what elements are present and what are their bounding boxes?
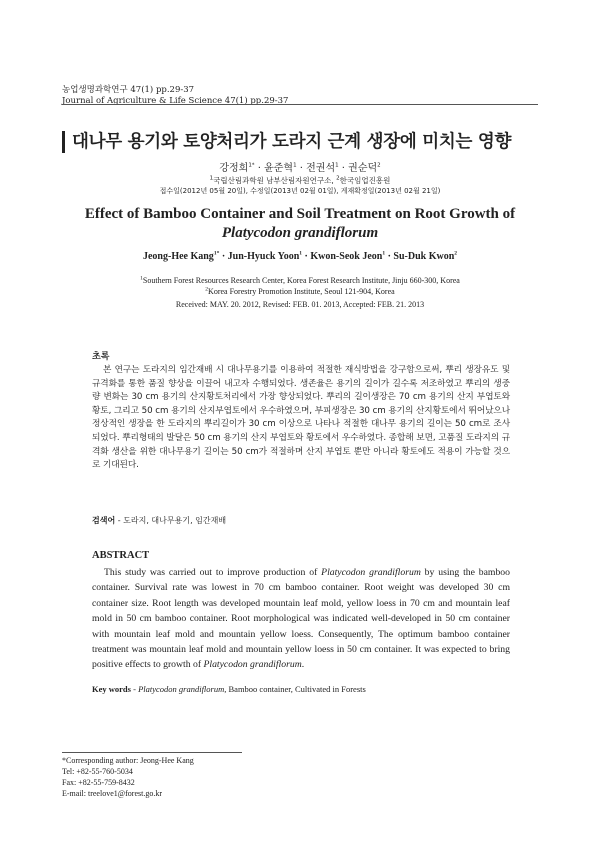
affiliation-text: 한국임업진흥원 [339, 176, 391, 185]
author-affiliation-mark: 1 [299, 250, 303, 257]
keywords-dash: - [130, 684, 139, 694]
author-affiliation-mark: 1 [382, 250, 386, 257]
journal-header-korean: 농업생명과학연구 47(1) pp.29-37 [62, 85, 195, 95]
abstract-korean-heading: 초록 [92, 352, 110, 362]
author-separator: · [385, 251, 394, 262]
header-divider [62, 104, 538, 105]
author-affiliation-mark: 1 [335, 162, 339, 169]
author-separator: · [219, 251, 228, 262]
footnote-tel: Tel: +82-55-760-5034 [62, 767, 133, 776]
keywords-english-text: , Bamboo container, Cultivated in Forests [224, 684, 366, 694]
abstract-text: by using the bamboo container. Survival rate was lowest in 70 cm bamboo container. Root weight was developed 30 cm container size. Root length was developed mountain leaf mold, yellow loess in 70 cm and mountain leaf mold in 50 cm bamboo container. Root morphological was indicated well-developed in 50 cm container with mountain leaf mold and mountain yellow loess. Consequently, The optimum bamboo container treatment was mountain leaf mold and mountain yellow loess in 50 cm container. It was expected to bring positive effects to growth of [92, 567, 510, 671]
species-name: Platycodon grandiflorum [321, 567, 421, 578]
keywords-english [92, 684, 366, 694]
affiliations-english [62, 275, 538, 297]
keywords-korean-label: 검색어 [92, 516, 116, 525]
author-affiliation-mark: 1 [293, 162, 297, 169]
author-separator: · [254, 163, 265, 174]
authors-english [62, 251, 538, 262]
title-english [62, 205, 538, 243]
footnote-fax: Fax: +82-55-759-8432 [62, 778, 135, 787]
keywords-english-label: Key words [92, 684, 131, 694]
journal-header-english: Journal of Agriculture & Life Science 47(1) pp.29-37 [62, 96, 289, 106]
author-name: 권순덕 [348, 163, 378, 174]
abstract-text: . [301, 659, 305, 671]
author-separator: · [302, 251, 311, 262]
abstract-english-heading: ABSTRACT [92, 550, 150, 561]
author-separator: · [296, 163, 307, 174]
dates-english: Received: MAY. 20. 2012, Revised: FEB. 01. 2013, Accepted: FEB. 21. 2013 [175, 300, 425, 309]
author-name: 강정희 [219, 163, 249, 174]
keywords-korean-text: - 도라지, 대나무용기, 임간재배 [115, 516, 227, 525]
author-name: 윤준혁 [264, 163, 294, 174]
author-affiliation-mark: 1* [248, 162, 255, 169]
affiliation-text: Southern Forest Resources Research Center, Korea Forest Research Institute, Jinju 660-300, Korea [142, 276, 460, 285]
affiliations-korean [62, 175, 538, 186]
affiliation-mark: 1 [209, 175, 214, 182]
author-name: 전권석 [306, 163, 336, 174]
keyword-species: Platycodon grandiflorum [138, 684, 225, 694]
author-affiliation-mark: 2 [377, 162, 381, 169]
abstract-korean-body: 본 연구는 도라지의 임간재배 시 대나무용기를 이용하여 적절한 재식방법을 강구함으로써, 뿌리 생장유도 및 규격화를 통한 품질 향상을 이끌어 내고자 수행되었다. 생존율은 용기의 길이가 길수록 저조하였고 뿌리의 생중량 변화는 30 cm 용기의 산지황토처리에서 가장 향상되었다. 뿌리의 길이생장은 70 cm 용기의 산지 부엽토와 황토, 그리고 50 cm 용기의 산지부엽토에서 우수하였으며, 부피생장은 30 cm 용기의 산지황토에서 뛰어났으나 정상적인 생장을 한 도라지의 뿌리길이가 30 cm 이상으로 나타나 적절한 대나무 용기의 길이는 50 cm로 조사되었다. 뿌리형태의 발달은 50 cm 용기의 산지 부엽토와 황토에서 우수하였다. 종합해 보면, 고품질 도라지의 규격화 생산을 위한 대나무용기 길이는 50 cm가 적절하며 산지 부엽토 뿐만 아니라 황토에도 적용이 가능할 것으로 기대된다. [92, 365, 510, 471]
abstract-english-body [92, 565, 510, 673]
abstract-text: This study was carried out to improve production of [104, 567, 322, 578]
affiliation-mark: 2 [336, 175, 340, 182]
author-affiliation-mark: 1* [213, 250, 220, 257]
affiliation-text: Korea Forestry Promotion Institute, Seoul 121-904, Korea [208, 287, 395, 296]
author-name: Jun-Hyuck Yoon [227, 251, 300, 262]
author-name: Su-Duk Kwon [393, 251, 455, 262]
title-korean: 대나무 용기와 토양처리가 도라지 근계 생장에 미치는 영향 [72, 132, 512, 152]
affiliation-mark: 2 [205, 286, 209, 293]
title-english-species: Platycodon grandiflorum [221, 225, 379, 241]
footnote-corresponding: *Corresponding author: Jeong-Hee Kang [62, 756, 194, 765]
dates-korean: 접수일(2012년 05월 20일), 수정일(2013년 02월 01일), 게재확정일(2013년 02월 21일) [159, 187, 441, 195]
author-separator: · [338, 163, 349, 174]
keywords-korean [92, 515, 226, 526]
authors-korean [62, 159, 538, 174]
species-name: Platycodon grandiflorum [203, 659, 302, 671]
title-accent-bar [62, 131, 65, 153]
affiliation-mark: 1 [140, 275, 143, 282]
footnote-divider [62, 752, 242, 753]
footnote-email[interactable]: E-mail: treelove1@forest.go.kr [62, 789, 162, 798]
author-name: Jeong-Hee Kang [142, 251, 214, 262]
title-english-main: Effect of Bamboo Container and Soil Treatment on Root Growth of [84, 206, 516, 222]
affiliation-text: 국립산림과학원 남부산림자원연구소, [213, 176, 337, 185]
author-affiliation-mark: 2 [454, 250, 458, 257]
author-name: Kwon-Seok Jeon [310, 251, 383, 262]
